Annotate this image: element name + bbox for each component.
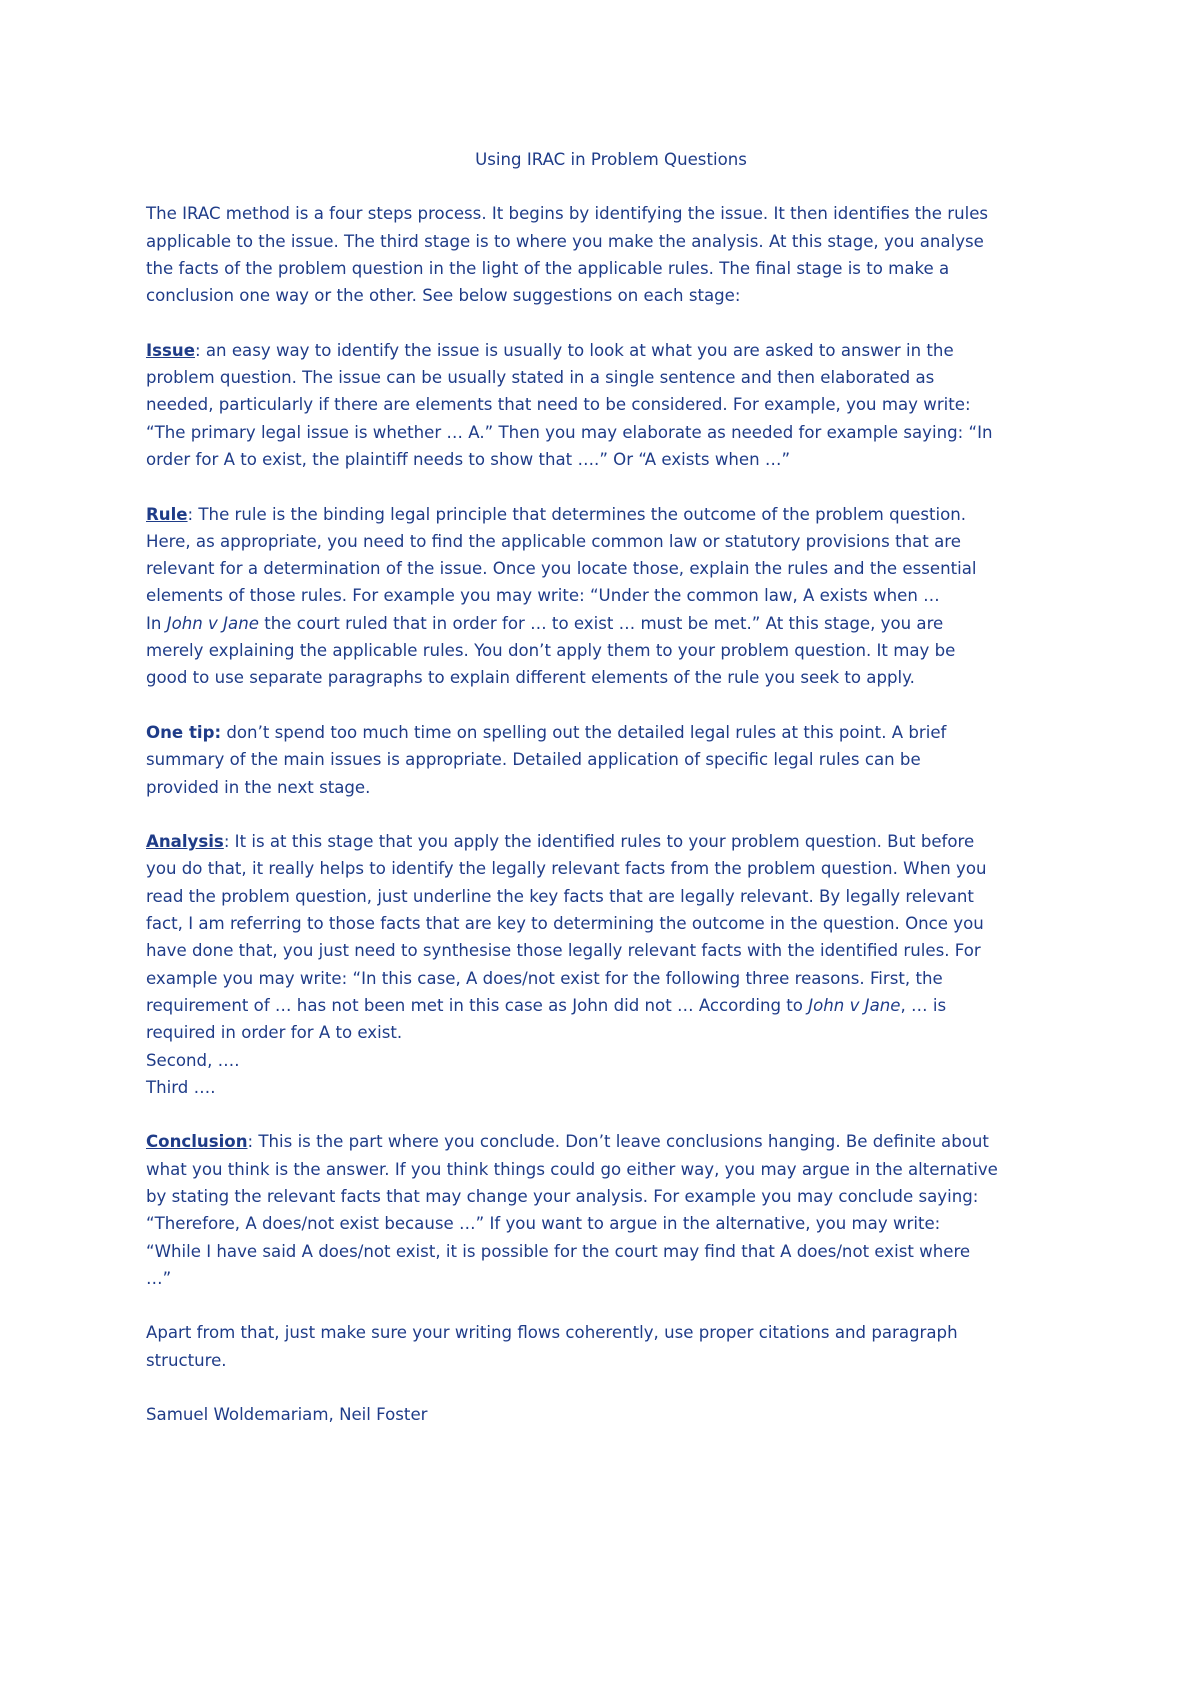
analysis-case-prefix: requirement of … has not been met in this case as John did not … According to [146, 995, 809, 1015]
conclusion-paragraph [146, 1128, 1076, 1292]
issue-text: : an easy way to identify the issue is usually to look at what you are asked to answer in the [195, 340, 954, 360]
closing-line: structure. [146, 1350, 227, 1370]
rule-first-line [146, 501, 1076, 528]
analysis-line: Second, …. [146, 1050, 240, 1070]
tip-paragraph [146, 719, 1076, 801]
authors-paragraph [146, 1401, 1076, 1428]
issue-heading: Issue [146, 340, 195, 360]
rule-case-rest: the court ruled that in order for … to exist … must be met.” At this stage, you are [258, 613, 944, 633]
analysis-line: fact, I am referring to those facts that are key to determining the outcome in the question. Once you [146, 914, 984, 934]
conclusion-line: what you think is the answer. If you think things could go either way, you may argue in the alternative [146, 1159, 998, 1179]
conclusion-heading: Conclusion [146, 1132, 248, 1152]
analysis-paragraph [146, 828, 1076, 1101]
analysis-line: Third …. [146, 1077, 216, 1097]
intro-line: the facts of the problem question in the light of the applicable rules. The final stage is to make a [146, 258, 950, 278]
issue-first-line [146, 337, 1076, 364]
intro-paragraph [146, 200, 1076, 309]
tip-line: provided in the next stage. [146, 777, 371, 797]
analysis-line: you do that, it really helps to identify the legally relevant facts from the problem question. When you [146, 859, 987, 879]
analysis-line: have done that, you just need to synthesise those legally relevant facts with the identified rules. For [146, 941, 981, 961]
tip-text: don’t spend too much time on spelling out the detailed legal rules at this point. A brief [221, 722, 947, 742]
rule-line: merely explaining the applicable rules. You don’t apply them to your problem question. It may be [146, 641, 956, 661]
tip-first-line [146, 719, 1076, 746]
rule-line: good to use separate paragraphs to explain different elements of the rule you seek to apply. [146, 668, 915, 688]
conclusion-text: : This is the part where you conclude. Don’t leave conclusions hanging. Be definite about [247, 1132, 989, 1152]
issue-line: “The primary legal issue is whether … A.” Then you may elaborate as needed for example saying: “In [146, 422, 993, 442]
rule-line: relevant for a determination of the issue. Once you locate those, explain the rules and the essential [146, 559, 977, 579]
analysis-case-rest: , … is [900, 995, 947, 1015]
analysis-text: : It is at this stage that you apply the identified rules to your problem question. But before [223, 832, 975, 852]
intro-line: The IRAC method is a four steps process. It begins by identifying the issue. It then identifies the rules [146, 204, 989, 224]
intro-line: applicable to the issue. The third stage is to where you make the analysis. At this stage, you analyse [146, 231, 984, 251]
issue-line: problem question. The issue can be usually stated in a single sentence and then elaborated as [146, 368, 935, 388]
conclusion-line: …” [146, 1268, 172, 1288]
analysis-line: example you may write: “In this case, A does/not exist for the following three reasons. First, the [146, 968, 943, 988]
rule-paragraph [146, 501, 1076, 692]
analysis-case-name: John v Jane [808, 995, 901, 1015]
conclusion-line: “While I have said A does/not exist, it is possible for the court may find that A does/not exist where [146, 1241, 971, 1261]
closing-paragraph [146, 1319, 1076, 1374]
issue-line: needed, particularly if there are elements that need to be considered. For example, you may write: [146, 395, 971, 415]
rule-heading: Rule [146, 504, 188, 524]
closing-line: Apart from that, just make sure your writing flows coherently, use proper citations and paragraph [146, 1323, 958, 1343]
tip-heading: One tip: [146, 722, 222, 742]
tip-line: summary of the main issues is appropriate. Detailed application of specific legal rules can be [146, 750, 921, 770]
authors-line: Samuel Woldemariam, Neil Foster [146, 1405, 428, 1425]
rule-case-line [146, 610, 1076, 637]
analysis-line: required in order for A to exist. [146, 1023, 403, 1043]
conclusion-line: “Therefore, A does/not exist because …” If you want to argue in the alternative, you may write: [146, 1214, 941, 1234]
rule-line: elements of those rules. For example you may write: “Under the common law, A exists when … [146, 586, 940, 606]
conclusion-line: by stating the relevant facts that may change your analysis. For example you may conclude saying: [146, 1186, 979, 1206]
document-body [146, 146, 1076, 1429]
analysis-line: read the problem question, just underline the key facts that are legally relevant. By legally relevant [146, 886, 974, 906]
issue-line: order for A to exist, the plaintiff needs to show that ….” Or “A exists when …” [146, 449, 791, 469]
issue-paragraph [146, 337, 1076, 473]
document-title: Using IRAC in Problem Questions [475, 150, 747, 169]
rule-case-name: John v Jane [166, 613, 259, 633]
intro-line: conclusion one way or the other. See below suggestions on each stage: [146, 286, 741, 306]
analysis-heading: Analysis [146, 832, 224, 852]
analysis-first-line [146, 828, 1076, 855]
rule-case-prefix: In [146, 613, 167, 633]
conclusion-first-line [146, 1128, 1076, 1155]
rule-text: : The rule is the binding legal principle that determines the outcome of the problem question. [187, 504, 967, 524]
analysis-case-line [146, 992, 1076, 1019]
rule-line: Here, as appropriate, you need to find the applicable common law or statutory provisions that are [146, 531, 961, 551]
